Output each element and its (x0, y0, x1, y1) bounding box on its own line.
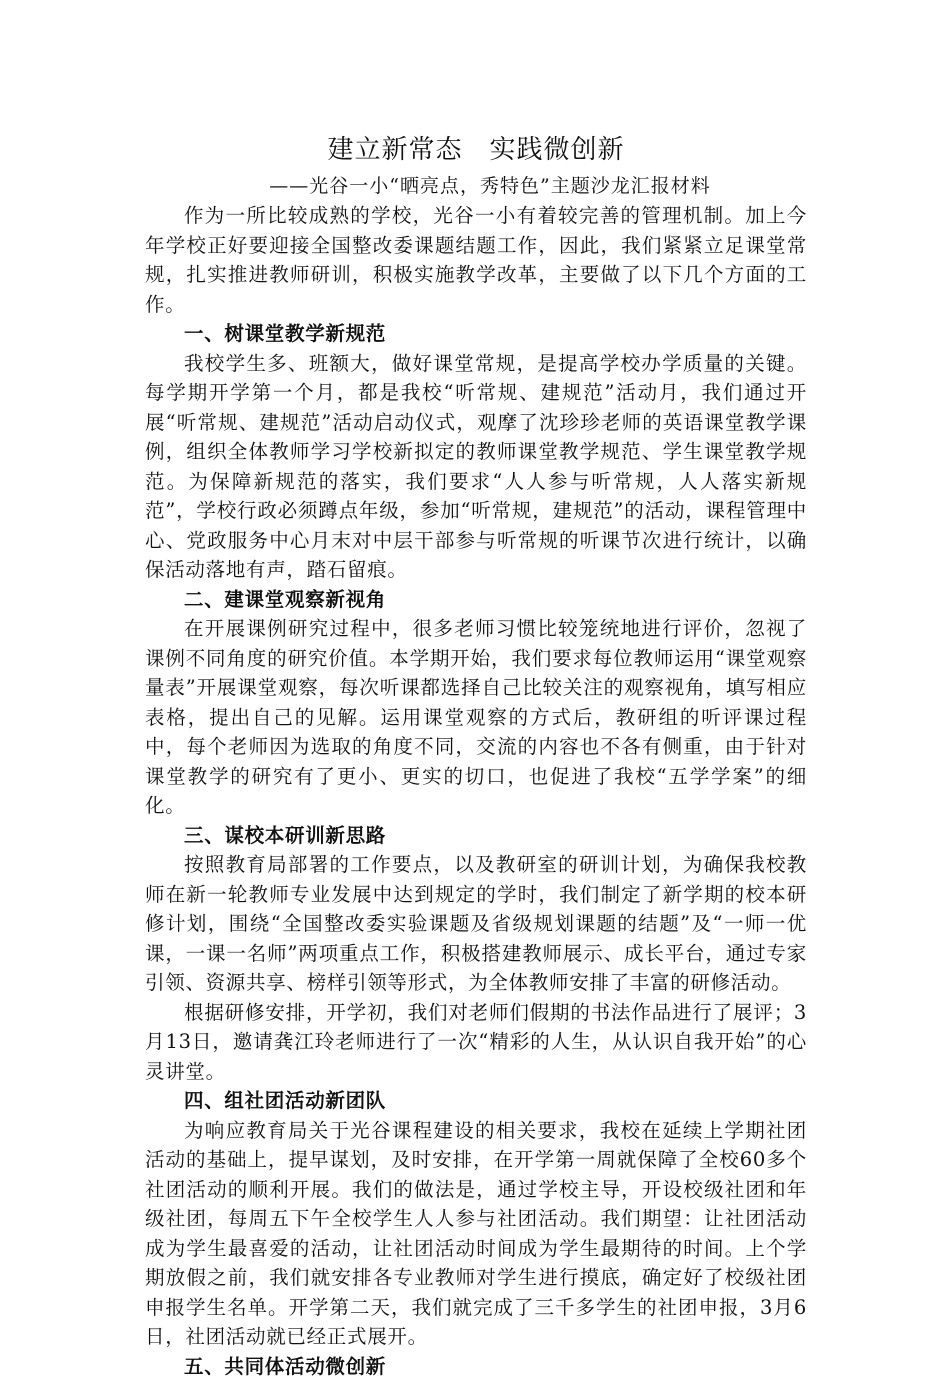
section-2 (145, 585, 807, 821)
section-heading: 三、谋校本研训新思路 (145, 821, 807, 851)
section-4 (145, 1086, 807, 1352)
section-1 (145, 319, 807, 585)
section-heading: 一、树课堂教学新规范 (145, 319, 807, 349)
section-paragraph: 在开展课例研究过程中，很多老师习惯比较笼统地进行评价，忽视了课例不同角度的研究价值。本学期开始，我们要求每位教师运用“课堂观察量表”开展课堂观察，每次听课都选择自己比较关注的观察视角，填写相应表格，提出自己的见解。运用课堂观察的方式后，教研组的听评课过程中，每个老师因为选取的角度不同，交流的内容也不各有侧重，由于针对课堂教学的研究有了更小、更实的切口，也促进了我校“五学学案”的细化。 (145, 614, 807, 821)
section-paragraph: 按照教育局部署的工作要点，以及教研室的研训计划，为确保我校教师在新一轮教师专业发展中达到规定的学时，我们制定了新学期的校本研修计划，围绕“全国整改委实验课题及省级规划课题的结题”及“一师一优课，一课一名师”两项重点工作，积极搭建教师展示、成长平台，通过专家引领、资源共享、榜样引领等形式，为全体教师安排了丰富的研修活动。 (145, 850, 807, 998)
section-heading: 四、组社团活动新团队 (145, 1086, 807, 1116)
document-body (145, 128, 807, 1381)
section-heading: 二、建课堂观察新视角 (145, 585, 807, 615)
document-subtitle: ——光谷一小“晒亮点，秀特色”主题沙龙汇报材料 (145, 172, 807, 201)
section-5 (145, 1352, 807, 1381)
section-3 (145, 821, 807, 1087)
intro-paragraph: 作为一所比较成熟的学校，光谷一小有着较完善的管理机制。加上今年学校正好要迎接全国整改委课题结题工作，因此，我们紧紧立足课堂常规，扎实推进教师研训，积极实施教学改革，主要做了以下几个方面的工作。 (145, 201, 807, 319)
section-paragraph: 根据研修安排，开学初，我们对老师们假期的书法作品进行了展评；3月13日，邀请龚江玲老师进行了一次“精彩的人生，从认识自我开始”的心灵讲堂。 (145, 998, 807, 1087)
document-title: 建立新常态 实践微创新 (145, 128, 807, 172)
section-heading: 五、共同体活动微创新 (145, 1352, 807, 1381)
section-paragraph: 为响应教育局关于光谷课程建设的相关要求，我校在延续上学期社团活动的基础上，提早谋划，及时安排，在开学第一周就保障了全校60多个社团活动的顺利开展。我们的做法是，通过学校主导，开设校级社团和年级社团，每周五下午全校学生人人参与社团活动。我们期望：让社团活动成为学生最喜爱的活动，让社团活动时间成为学生最期待的时间。上个学期放假之前，我们就安排各专业教师对学生进行摸底，确定好了校级社团申报学生名单。开学第二天，我们就完成了三千多学生的社团申报，3月6日，社团活动就已经正式展开。 (145, 1116, 807, 1352)
section-paragraph: 我校学生多、班额大，做好课堂常规，是提高学校办学质量的关键。每学期开学第一个月，都是我校“听常规、建规范”活动月，我们通过开展“听常规、建规范”活动启动仪式，观摩了沈珍珍老师的英语课堂教学课例，组织全体教师学习学校新拟定的教师课堂教学规范、学生课堂教学规范。为保障新规范的落实，我们要求“人人参与听常规，人人落实新规范”，学校行政必须蹲点年级，参加“听常规，建规范”的活动，课程管理中心、党政服务中心月末对中层干部参与听常规的听课节次进行统计，以确保活动落地有声，踏石留痕。 (145, 349, 807, 585)
